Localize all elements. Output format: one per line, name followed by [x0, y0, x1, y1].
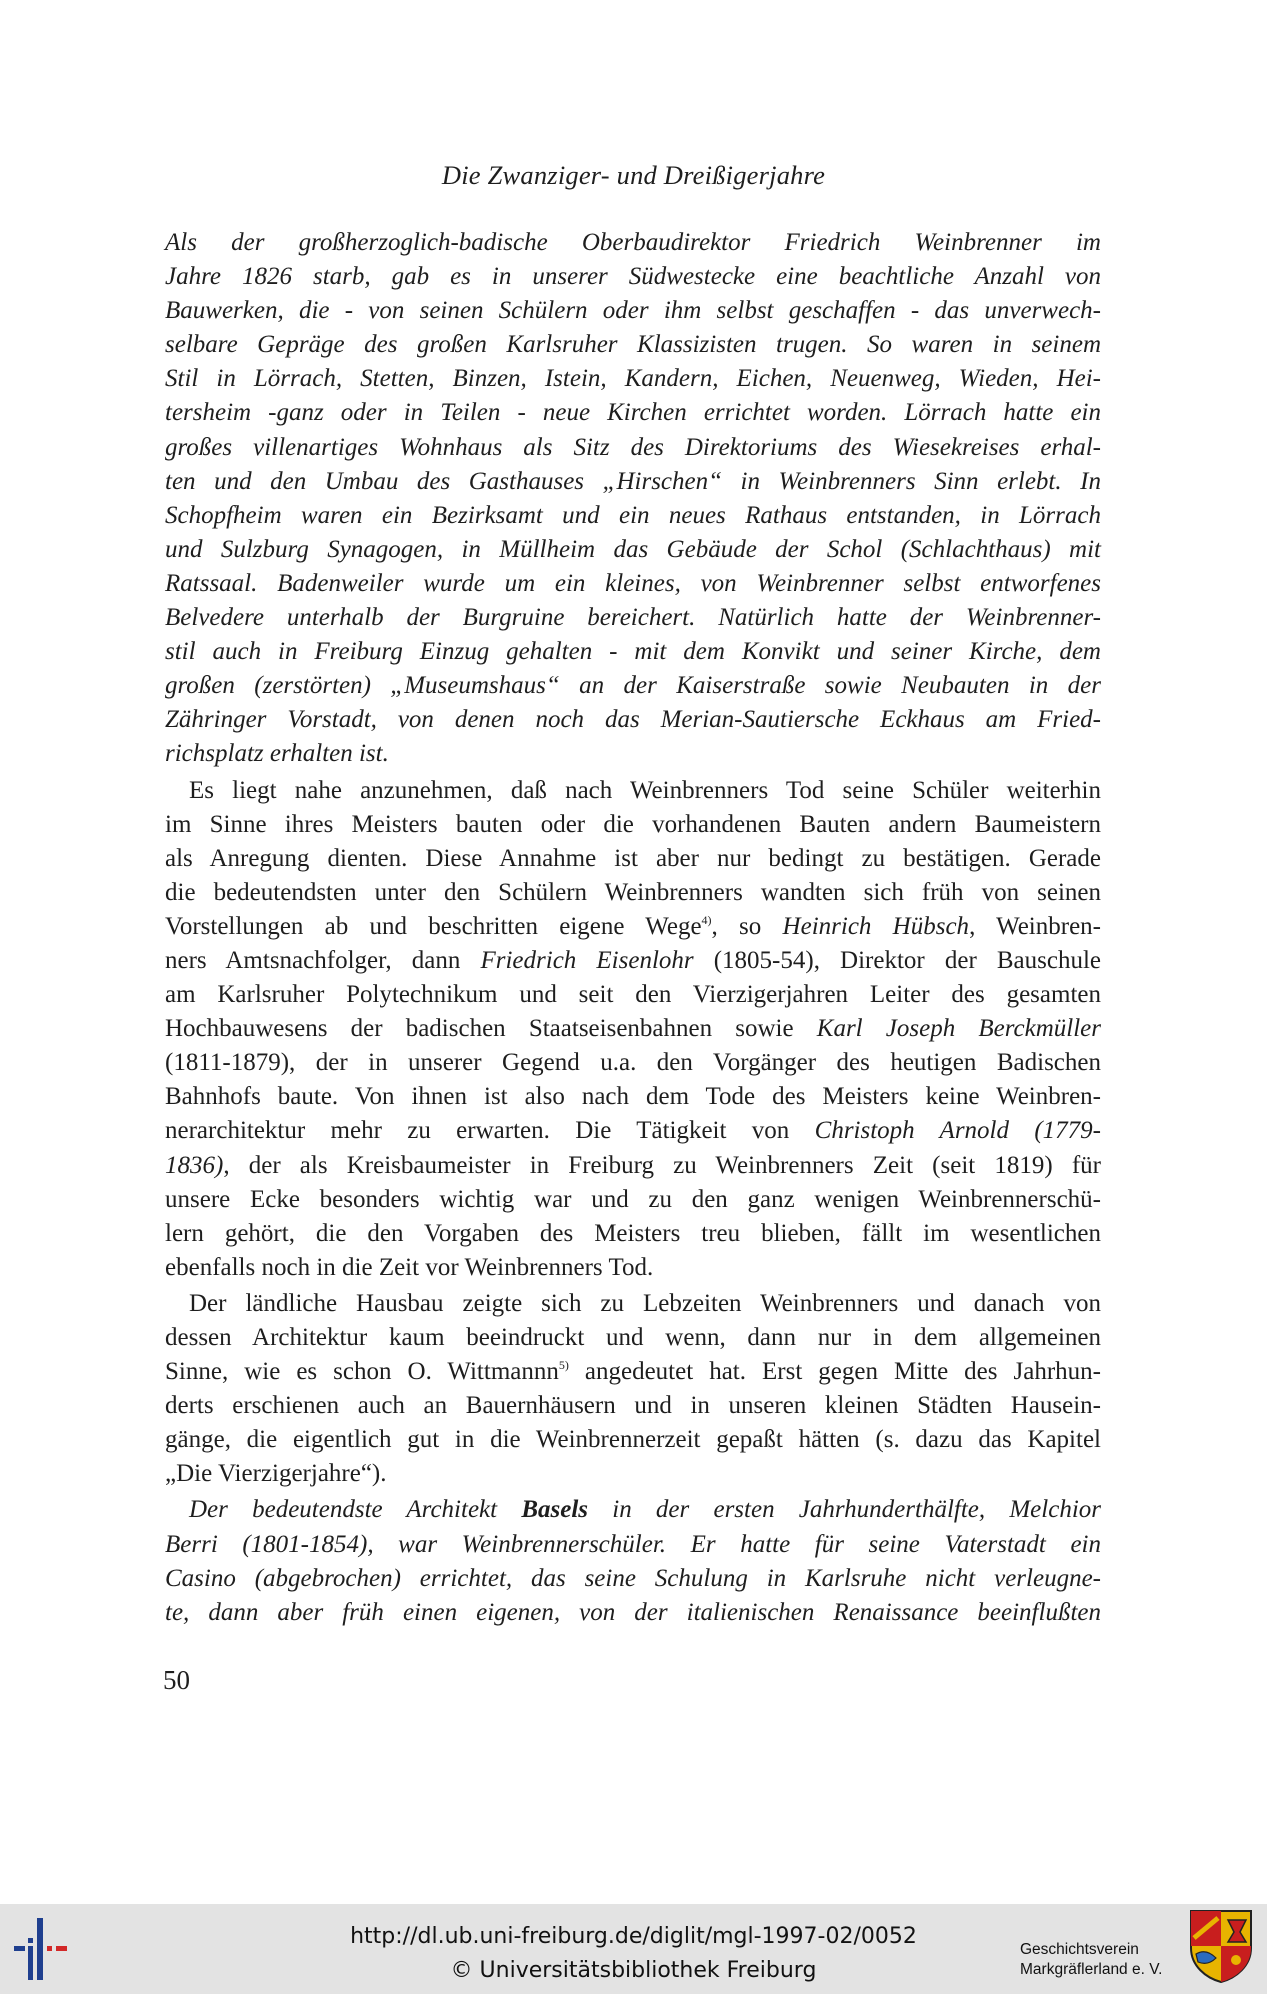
page-heading: Die Zwanziger- und Dreißigerjahre: [441, 160, 826, 190]
paragraph-4: [165, 1493, 1101, 1629]
copyright-text: © Universitätsbibliothek Freiburg: [450, 1958, 817, 1983]
text-run: Hochbauwesens der badischen Staatseisenbahnen sowie: [165, 1015, 817, 1043]
text-run: (1805-54), Direktor der Bauschule: [693, 946, 1102, 974]
text-line: Berri (1801-1854), war Weinbrennerschüler. Er hatte für seine Vaterstadt ein: [165, 1530, 1101, 1558]
text-line: [165, 1012, 1101, 1046]
society-name: [1020, 1940, 1180, 1980]
text-line: tersheim -ganz oder in Teilen - neue Kirchen errichtet worden. Lörrach hatte ein: [165, 399, 1101, 427]
text-line: Stil in Lörrach, Stetten, Binzen, Istein, Kandern, Eichen, Neuenweg, Wieden, Hei-: [165, 365, 1101, 393]
text-run: nerarchitektur mehr zu erwarten. Die Tätigkeit von: [165, 1117, 815, 1145]
text-line: am Karlsruher Polytechnikum und seit den Vierzigerjahren Leiter des gesamten: [165, 981, 1101, 1009]
text-line: „Die Vierzigerjahre“).: [165, 1460, 387, 1488]
text-line: Casino (abgebrochen) errichtet, das seine Schulung in Karlsruhe nicht verleugne-: [165, 1564, 1101, 1592]
text-line: die bedeutendsten unter den Schülern Weinbrenners wandten sich früh von seinen: [165, 878, 1101, 906]
footnote-ref: 5): [558, 1358, 569, 1373]
text-line: großes villenartiges Wohnhaus als Sitz des Direktoriums des Wiesekreises erhal-: [165, 433, 1101, 461]
text-run: Sinne, wie es schon O. Wittmannn: [165, 1358, 559, 1386]
text-line: Ratssaal. Badenweiler wurde um ein kleines, von Weinbrenner selbst entworfenes: [165, 569, 1101, 597]
text-line: Schopfheim waren ein Bezirksamt und ein neues Rathaus entstanden, in Lörrach: [165, 501, 1101, 529]
paragraph-2: [165, 774, 1101, 1285]
person-name: 1836): [165, 1151, 224, 1179]
text-line: [165, 944, 1101, 978]
society-name-line: Geschichtsverein: [1020, 1941, 1139, 1958]
paragraph-1: [165, 226, 1101, 772]
text-line: und Sulzburg Synagogen, in Müllheim das Gebäude der Schol (Schlachthaus) mit: [165, 535, 1101, 563]
text-line: Belvedere unterhalb der Burgruine bereichert. Natürlich hatte der Weinbrenner-: [165, 604, 1101, 632]
text-line: als Anregung dienten. Diese Annahme ist aber nur bedingt zu bestätigen. Gerade: [165, 844, 1101, 872]
source-url-link[interactable]: http://dl.ub.uni-freiburg.de/diglit/mgl-1997-02/0052: [350, 1924, 917, 1949]
text-line: Jahre 1826 starb, gab es in unserer Südwestecke eine beachtliche Anzahl von: [165, 263, 1101, 291]
person-name: Friedrich Eisenlohr: [480, 946, 694, 974]
text-line: unsere Ecke besonders wichtig war und zu den ganz wenigen Weinbrennerschü-: [165, 1185, 1101, 1213]
text-line: lern gehört, die den Vorgaben des Meisters treu blieben, fällt im wesentlichen: [165, 1219, 1101, 1247]
person-name: Heinrich Hübsch: [782, 912, 970, 940]
text-line: selbare Gepräge des großen Karlsruher Klassizisten trugen. So waren in seinem: [165, 331, 1101, 359]
text-line: ebenfalls noch in die Zeit vor Weinbrenners Tod.: [165, 1253, 654, 1281]
text-line: derts erschienen auch an Bauernhäusern und in unseren kleinen Städten Hausein-: [165, 1392, 1101, 1420]
text-line: Es liegt nahe anzunehmen, daß nach Weinbrenners Tod seine Schüler weiterhin: [189, 776, 1101, 804]
text-line: im Sinne ihres Meisters bauten oder die vorhandenen Bauten andern Baumeistern: [165, 810, 1101, 838]
text-run: angedeutet hat. Erst gegen Mitte des Jahrhun-: [568, 1358, 1101, 1386]
person-name: Karl Joseph Berckmüller: [816, 1015, 1101, 1043]
text-line: ten und den Umbau des Gasthauses „Hirschen“ in Weinbrenners Sinn erlebt. In: [165, 467, 1101, 495]
text-line: richsplatz erhalten ist.: [165, 740, 389, 768]
society-name-line: Markgräflerland e. V.: [1020, 1961, 1163, 1978]
text-line: Zähringer Vorstadt, von denen noch das Merian-Sautiersche Eckhaus am Fried-: [165, 706, 1101, 734]
text-line: gänge, die eigentlich gut in die Weinbrennerzeit gepaßt hätten (s. dazu das Kapitel: [165, 1426, 1101, 1454]
person-name: Christoph Arnold (1779-: [814, 1117, 1101, 1145]
text-run: , der als Kreisbaumeister in Freiburg zu Weinbrenners Zeit (seit 1819) für: [223, 1151, 1101, 1179]
text-line: Als der großherzoglich-badische Oberbaudirektor Friedrich Weinbrenner im: [165, 229, 1101, 256]
text-line: [165, 1114, 1101, 1148]
text-run: , so: [711, 912, 783, 940]
text-run: in der ersten Jahrhunderthälfte, Melchior: [588, 1496, 1101, 1524]
text-line: großen (zerstörten) „Museumshaus“ an der Kaiserstraße sowie Neubauten in der: [165, 672, 1101, 700]
page-number: 50: [163, 1665, 190, 1695]
paragraph-3: [165, 1287, 1101, 1492]
text-run: Der bedeutendste Architekt: [189, 1496, 522, 1524]
text-line: Bahnhofs baute. Von ihnen ist also nach dem Tode des Meisters keine Weinbren-: [165, 1083, 1101, 1111]
text-line: stil auch in Freiburg Einzug gehalten - mit dem Konvikt und seiner Kirche, dem: [165, 638, 1101, 666]
text-line: dessen Architektur kaum beeindruckt und wenn, dann nur in dem allgemeinen: [165, 1324, 1101, 1351]
body-text: [165, 226, 1101, 1630]
text-line: [165, 1149, 1101, 1183]
text-line: [165, 1355, 1101, 1389]
text-run: Vorstellungen ab und beschritten eigene Wege: [165, 912, 702, 940]
emphasis-basels: Basels: [521, 1496, 589, 1524]
text-line: Der ländliche Hausbau zeigte sich zu Lebzeiten Weinbrenners und danach von: [189, 1289, 1101, 1317]
text-run: ners Amtsnachfolger, dann: [165, 946, 481, 974]
text-line: [165, 1493, 1101, 1527]
text-line: Bauwerken, die - von seinen Schülern oder ihm selbst geschaffen - das unverwech-: [165, 297, 1101, 325]
text-line: (1811-1879), der in unserer Gegend u.a. den Vorgänger des heutigen Badischen: [165, 1049, 1101, 1077]
text-line: [165, 910, 1101, 944]
footnote-ref: 4): [701, 912, 712, 927]
society-crest-icon: [1188, 1908, 1254, 1984]
text-line: te, dann aber früh einen eigenen, von der italienischen Renaissance beeinflußten: [165, 1598, 1101, 1626]
text-run: , Weinbren-: [969, 912, 1102, 940]
